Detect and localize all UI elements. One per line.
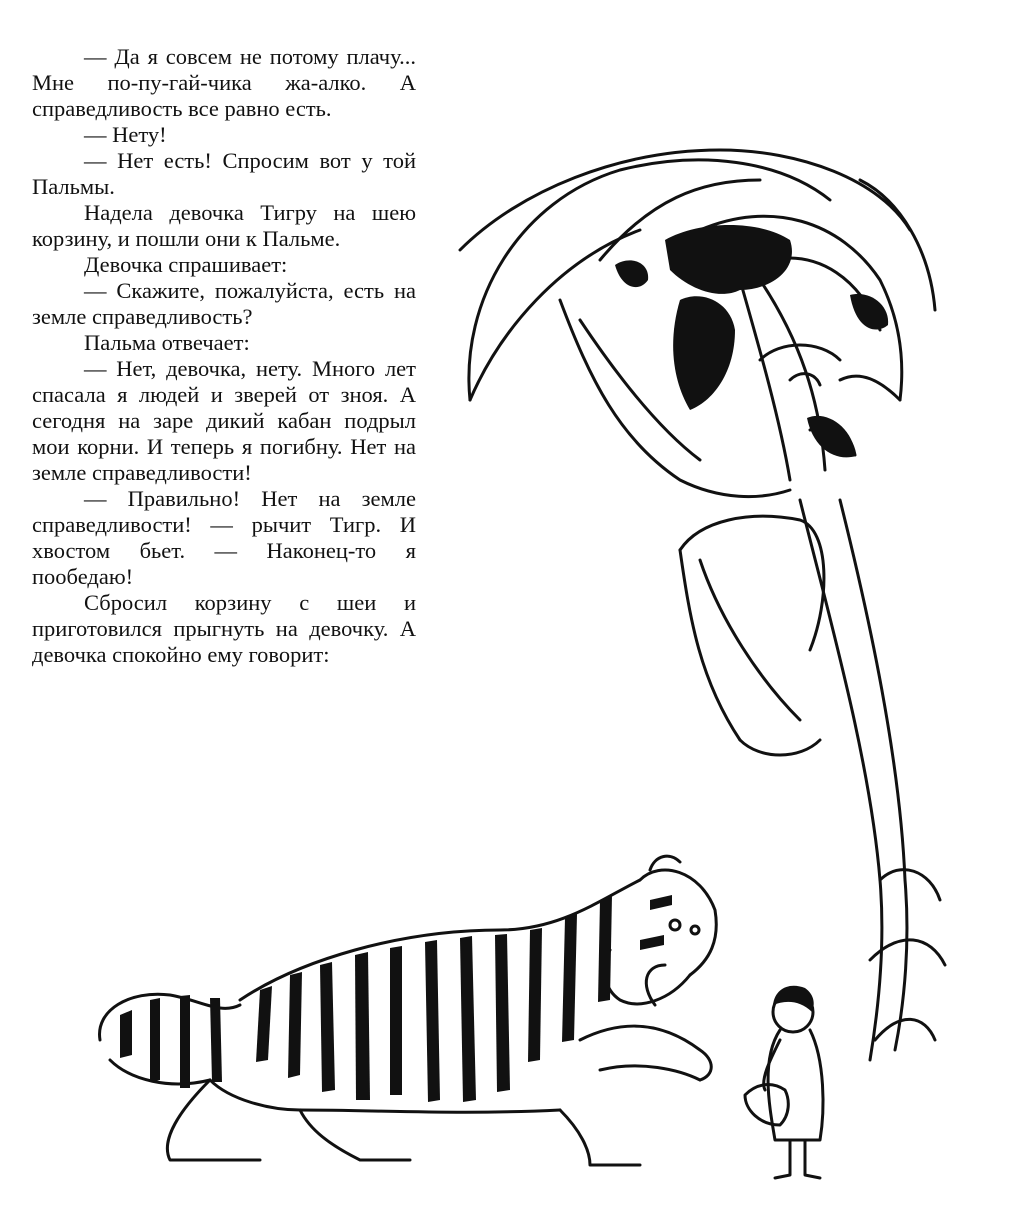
paragraph: Девочка спрашивает: — [84, 252, 288, 277]
paragraph: — Нет, девочка, нету. Много лет спасала я людей и зверей от зноя. А сегодня на заре дикий кабан подрыл мои корни. И теперь я погибну. Нет на земле справедливости! — [32, 356, 416, 485]
paragraph: — Нету! — [84, 122, 167, 147]
paragraph: — Правильно! Нет на земле справедливости! — рычит Тигр. И хвостом бьет. — Наконец-то я пообедаю! — [32, 486, 416, 589]
palm-shadow-fill — [615, 225, 888, 457]
paragraph: — Скажите, пожалуйста, есть на земле справедливость? — [32, 278, 416, 329]
girl-hair — [773, 986, 814, 1012]
paragraph: — Нет есть! Спросим вот у той Пальмы. — [32, 148, 416, 199]
girl-drawing — [745, 992, 823, 1178]
paragraph: Надела девочка Тигру на шею корзину, и пошли они к Пальме. — [32, 200, 416, 251]
tiger-drawing — [100, 856, 717, 1165]
paragraph: — Да я совсем не потому плачу... Мне по-пу-гай-чика жа-алко. А справедливость все равно есть. — [32, 44, 416, 121]
tiger-stripes — [120, 895, 672, 1102]
paragraph: Пальма отвечает: — [84, 330, 250, 355]
paragraph: Сбросил корзину с шеи и приготовился прыгнуть на девочку. А девочка спокойно ему говорит: — [32, 590, 416, 667]
